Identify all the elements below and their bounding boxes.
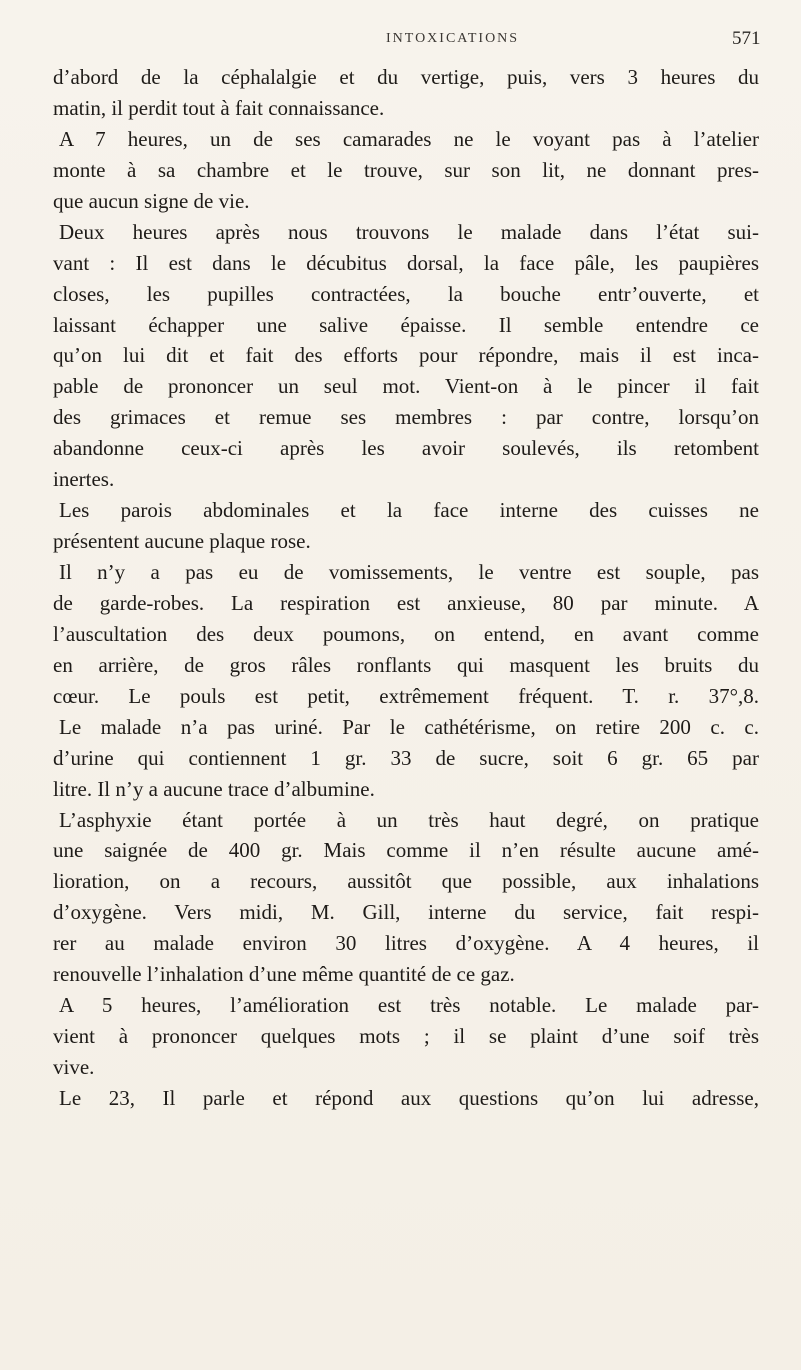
text-line: cœur. Le pouls est petit, extrêmement fréquent. T. r. 37°,8. xyxy=(53,683,759,708)
text-line: d’urine qui contiennent 1 gr. 33 de sucre, soit 6 gr. 65 par xyxy=(53,745,759,770)
text-line: rer au malade environ 30 litres d’oxygène. A 4 heures, il xyxy=(53,931,759,956)
text-line: A 5 heures, l’amélioration est très notable. Le malade par- xyxy=(59,993,759,1018)
page-number: 571 xyxy=(732,28,761,49)
text-line: lioration, on a recours, aussitôt que possible, aux inhalations xyxy=(53,869,759,894)
text-line: Deux heures après nous trouvons le malade dans l’état sui- xyxy=(59,219,759,244)
running-head xyxy=(0,28,801,52)
running-title: INTOXICATIONS xyxy=(386,31,520,46)
text-line: une saignée de 400 gr. Mais comme il n’en résulte aucune amé- xyxy=(53,838,759,863)
text-line: closes, les pupilles contractées, la bouche entr’ouverte, et xyxy=(53,281,759,306)
text-line: laissant échapper une salive épaisse. Il semble entendre ce xyxy=(53,312,759,337)
text-line: vant : Il est dans le décubitus dorsal, la face pâle, les paupières xyxy=(53,250,759,275)
text-line: Le malade n’a pas uriné. Par le cathétérisme, on retire 200 c. c. xyxy=(59,714,759,739)
text-line: A 7 heures, un de ses camarades ne le voyant pas à l’atelier xyxy=(59,126,759,151)
text-line: Les parois abdominales et la face interne des cuisses ne xyxy=(59,498,759,523)
text-line: monte à sa chambre et le trouve, sur son lit, ne donnant pres- xyxy=(53,157,759,182)
text-line: vive. xyxy=(53,1055,95,1079)
text-line: l’auscultation des deux poumons, on entend, en avant comme xyxy=(53,621,759,646)
text-line: que aucun signe de vie. xyxy=(53,188,250,213)
text-line: litre. Il n’y a aucune trace d’albumine. xyxy=(53,776,375,801)
text-line: Le 23, Il parle et répond aux questions qu’on lui adresse, xyxy=(59,1085,759,1110)
text-line: présentent aucune plaque rose. xyxy=(53,529,311,554)
text-line: abandonne ceux-ci après les avoir soulevés, ils retombent xyxy=(53,436,759,461)
text-line: vient à prononcer quelques mots ; il se plaint d’une soif très xyxy=(53,1024,759,1049)
text-line: des grimaces et remue ses membres : par contre, lorsqu’on xyxy=(53,405,759,430)
text-line: pable de prononcer un seul mot. Vient-on à le pincer il fait xyxy=(53,374,759,399)
text-line: renouvelle l’inhalation d’une même quantité de ce gaz. xyxy=(53,962,515,987)
text-line: L’asphyxie étant portée à un très haut degré, on pratique xyxy=(59,807,759,832)
text-line: matin, il perdit tout à fait connaissance. xyxy=(53,95,385,120)
body-text xyxy=(53,62,759,1114)
text-line: d’oxygène. Vers midi, M. Gill, interne du service, fait respi- xyxy=(53,900,759,925)
text-line: inertes. xyxy=(53,467,115,492)
text-line: en arrière, de gros râles ronflants qui masquent les bruits du xyxy=(53,652,759,677)
text-line: Il n’y a pas eu de vomissements, le ventre est souple, pas xyxy=(59,560,759,584)
text-line: qu’on lui dit et fait des efforts pour répondre, mais il est inca- xyxy=(53,343,759,368)
text-line: de garde-robes. La respiration est anxieuse, 80 par minute. A xyxy=(53,590,759,615)
text-line: d’abord de la céphalalgie et du vertige, puis, vers 3 heures du xyxy=(53,65,759,89)
